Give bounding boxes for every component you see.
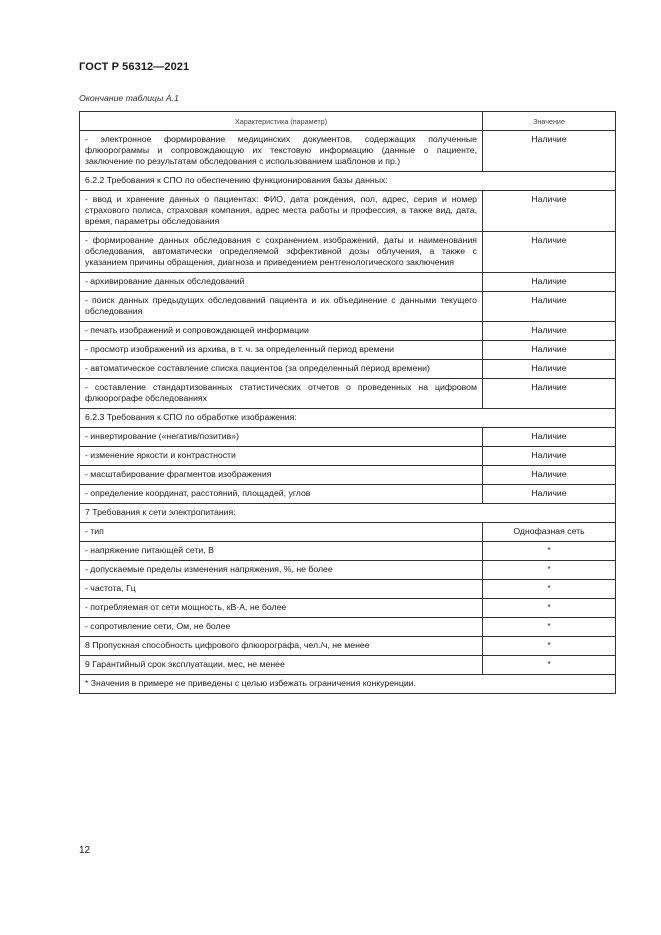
parameter-cell: - составление стандартизованных статистических отчетов о проведенных на цифровом флюорографе обследованиях [80,379,483,409]
table-row [80,656,616,675]
page-number: 12 [79,845,91,856]
table-row [80,523,616,542]
table-row [80,580,616,599]
table-row [80,599,616,618]
value-cell: Наличие [483,360,616,379]
table-row [80,322,616,341]
table-row [80,561,616,580]
parameter-cell: - электронное формирование медицинских документов, содержащих полученные флюорограммы и сопровождающую их текстовую информацию (данные о пациенте, заключение по результатам обследования с использованием шаблонов и пр.) [80,131,483,172]
table-row [80,428,616,447]
value-cell: * [483,580,616,599]
section-row [80,172,616,191]
parameter-cell: - печать изображений и сопровождающей информации [80,322,483,341]
section-heading: 6.2.3 Требования к СПО по обработке изображения: [80,409,616,428]
section-row [80,409,616,428]
value-cell: Наличие [483,232,616,273]
value-cell: * [483,542,616,561]
footnote-row [80,675,616,694]
parameter-cell: - автоматическое составление списка пациентов (за определенный период времени) [80,360,483,379]
parameter-cell: - формирование данных обследования с сохранением изображений, даты и наименования обследования, автоматически определяемой эффективной дозы облучения, а также с указанием причины обращения, диагноза и приведением рентгенологического заключения [80,232,483,273]
value-cell: Наличие [483,322,616,341]
table-row [80,360,616,379]
value-cell: Наличие [483,428,616,447]
parameter-cell: - допускаемые пределы изменения напряжения, %, не более [80,561,483,580]
parameter-cell: - инвертирование («негатив/позитив») [80,428,483,447]
parameter-cell: - архивирование данных обследований [80,273,483,292]
parameter-cell: - частота, Гц [80,580,483,599]
table-row [80,618,616,637]
value-cell: * [483,637,616,656]
section-heading: 7 Требования к сети электропитания: [80,504,616,523]
table-header-row [80,112,616,131]
table-row [80,232,616,273]
table-row [80,637,616,656]
parameter-cell: - тип [80,523,483,542]
value-cell: * [483,656,616,675]
spec-table [79,111,616,694]
value-cell: Наличие [483,273,616,292]
table-row [80,273,616,292]
value-cell: Наличие [483,191,616,232]
table-row [80,379,616,409]
table-row [80,131,616,172]
table-row [80,191,616,232]
value-cell: Наличие [483,379,616,409]
parameter-cell: - определение координат, расстояний, площадей, углов [80,485,483,504]
column-header-value: Значение [483,112,616,131]
table-footnote: * Значения в примере не приведены с целью избежать ограничения конкуренции. [80,675,616,694]
parameter-cell: - напряжение питающей сети, В [80,542,483,561]
parameter-cell: - изменение яркости и контрастности [80,447,483,466]
parameter-cell: - просмотр изображений из архива, в т. ч. за определенный период времени [80,341,483,360]
table-row [80,341,616,360]
section-row [80,504,616,523]
value-cell: * [483,599,616,618]
table-caption: Окончание таблицы А.1 [79,93,179,103]
value-cell: Наличие [483,485,616,504]
parameter-cell: - потребляемая от сети мощность, кВ·А, не более [80,599,483,618]
value-cell: Наличие [483,292,616,322]
table-row [80,292,616,322]
parameter-cell: 9 Гарантийный срок эксплуатации, мес, не менее [80,656,483,675]
section-heading: 6.2.2 Требования к СПО по обеспечению функционирования базы данных: [80,172,616,191]
parameter-cell: - поиск данных предыдущих обследований пациента и их объединение с данными текущего обследования [80,292,483,322]
parameter-cell: - ввод и хранение данных о пациентах: ФИО, дата рождения, пол, адрес, серия и номер страхового полиса, страховая компания, адрес места работы и профессия, а также вид, дата, время, параметры обследования [80,191,483,232]
value-cell: * [483,618,616,637]
parameter-cell: - сопротивление сети, Ом, не более [80,618,483,637]
parameter-cell: - масштабирование фрагментов изображения [80,466,483,485]
document-title: ГОСТ Р 56312—2021 [79,61,190,73]
value-cell: * [483,561,616,580]
value-cell: Наличие [483,341,616,360]
table-row [80,542,616,561]
parameter-cell: 8 Пропускная способность цифрового флюорографа, чел./ч, не менее [80,637,483,656]
value-cell: Наличие [483,466,616,485]
column-header-parameter: Характеристика (параметр) [80,112,483,131]
value-cell: Однофазная сеть [483,523,616,542]
table-body [80,131,616,675]
table-row [80,466,616,485]
value-cell: Наличие [483,131,616,172]
table-row [80,485,616,504]
value-cell: Наличие [483,447,616,466]
table-row [80,447,616,466]
